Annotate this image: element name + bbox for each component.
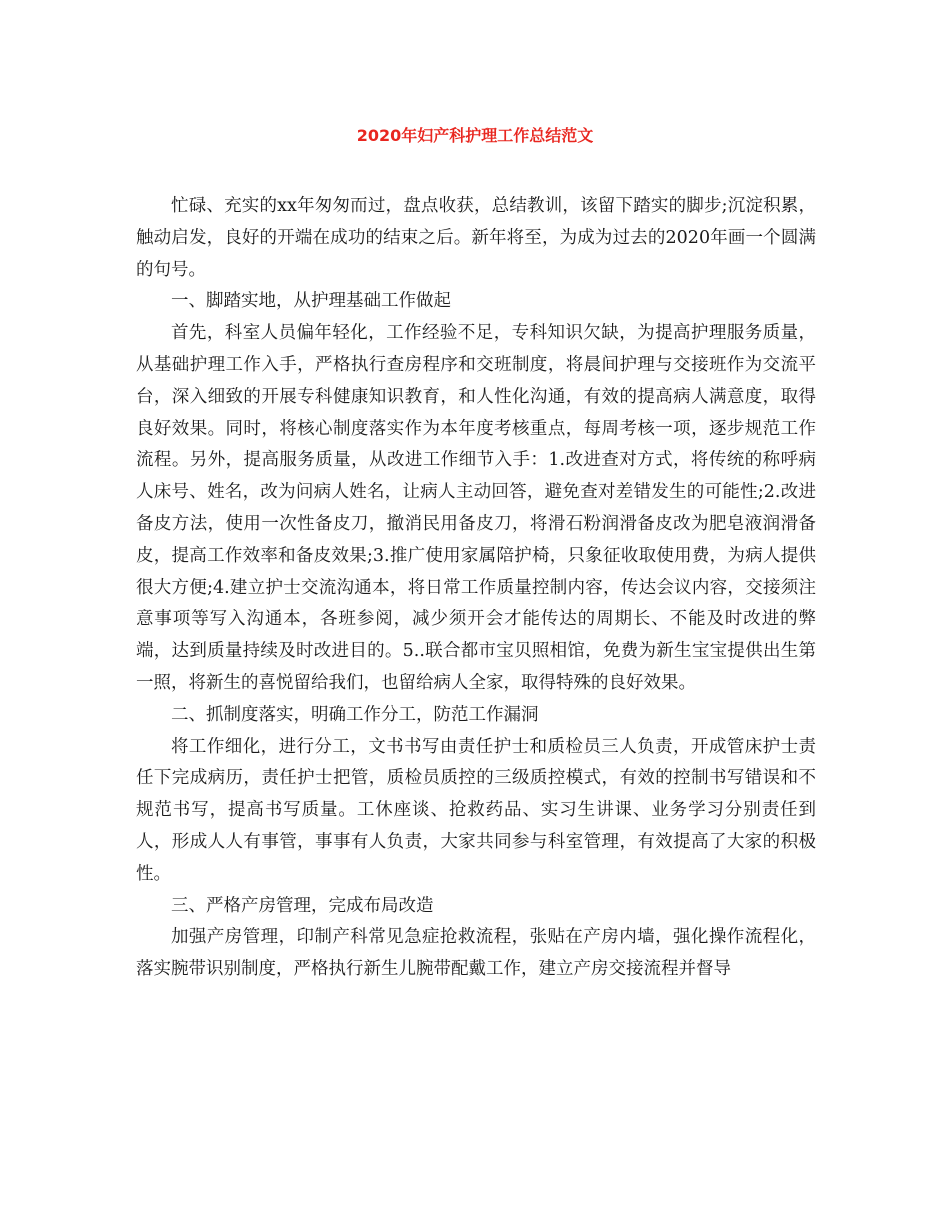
paragraph-section-1: 首先，科室人员偏年轻化，工作经验不足，专科知识欠缺，为提高护理服务质量，从基础护理工作入手，严格执行查房程序和交班制度，将晨间护理与交接班作为交流平台，深入细致的开展专科健康知识教育，和人性化沟通，有效的提高病人满意度，取得良好效果。同时，将核心制度落实作为本年度考核重点，每周考核一项，逐步规范工作流程。另外，提高服务质量，从改进工作细节入手：1.改进查对方式，将传统的称呼病人床号、姓名，改为问病人姓名，让病人主动回答，避免查对差错发生的可能性;2.改进备皮方法，使用一次性备皮刀，撤消民用备皮刀，将滑石粉润滑备皮改为肥皂液润滑备皮，提高工作效率和备皮效果;3.推广使用家属陪护椅，只象征收取使用费，为病人提供很大方便;4.建立护士交流沟通本，将日常工作质量控制内容，传达会议内容，交接须注意事项等写入沟通本，各班参阅，减少须开会才能传达的周期长、不能及时改进的弊端，达到质量持续及时改进目的。5..联合都市宝贝照相馆，免费为新生宝宝提供出生第一照，将新生的喜悦留给我们，也留给病人全家，取得特殊的良好效果。 (136, 323, 816, 693)
document-title: 2020年妇产科护理工作总结范文 (356, 126, 594, 145)
paragraph-section-2: 将工作细化，进行分工，文书书写由责任护士和质检员三人负责，开成管床护士责任下完成病历，责任护士把管，质检员质控的三级质控模式，有效的控制书写错误和不规范书写，提高书写质量。工休座谈、抢救药品、实习生讲课、业务学习分别责任到人，形成人人有事管，事事有人负责，大家共同参与科室管理，有效提高了大家的积极性。 (136, 736, 816, 884)
section-heading-2: 二、抓制度落实，明确工作分工，防范工作漏洞 (171, 704, 539, 725)
section-heading-3: 三、严格产房管理，完成布局改造 (171, 895, 434, 916)
section-heading-1: 一、脚踏实地，从护理基础工作做起 (171, 291, 451, 312)
paragraph-intro: 忙碌、充实的xx年匆匆而过，盘点收获，总结教训，该留下踏实的脚步;沉淀积累，触动启发，良好的开端在成功的结束之后。新年将至，为成为过去的2020年画一个圆满的句号。 (136, 196, 816, 280)
document-body (136, 191, 816, 986)
paragraph-section-3: 加强产房管理，印制产科常见急症抢救流程，张贴在产房内墙，强化操作流程化，落实腕带识别制度，严格执行新生儿腕带配戴工作，建立产房交接流程并督导 (136, 927, 816, 980)
